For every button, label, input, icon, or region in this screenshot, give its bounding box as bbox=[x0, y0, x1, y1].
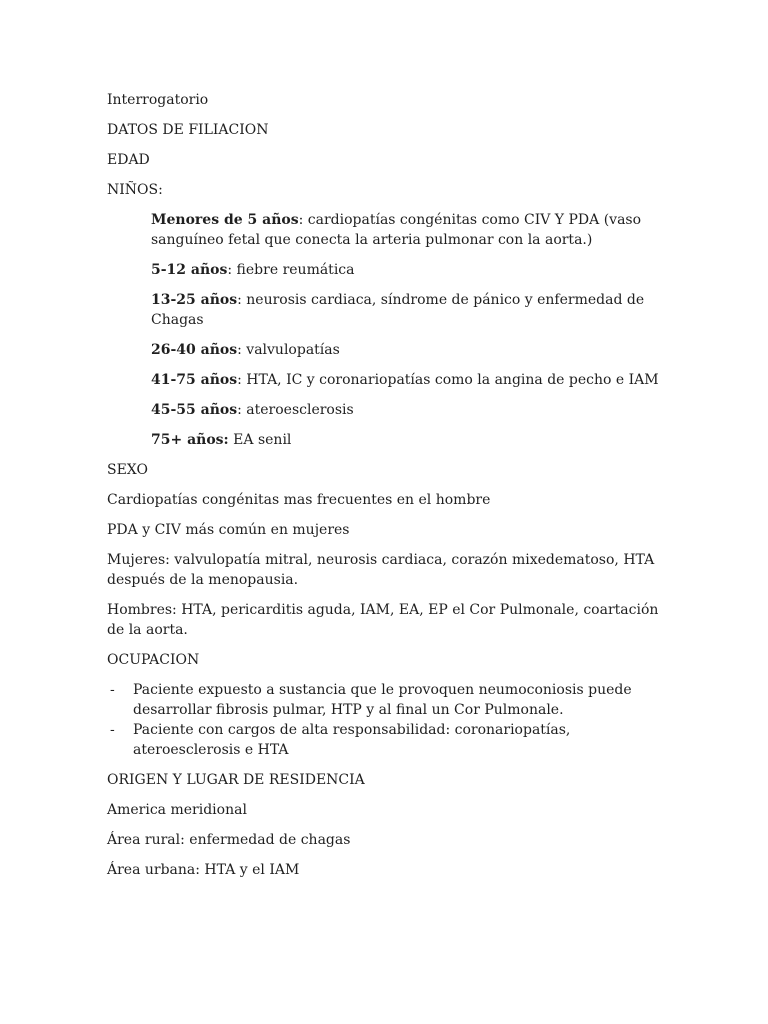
heading-interrogatorio: Interrogatorio bbox=[107, 92, 209, 108]
dash-bullet: - bbox=[110, 682, 115, 698]
age-group-label: 13-25 años bbox=[151, 292, 238, 308]
list-item bbox=[107, 720, 667, 760]
age-group-item bbox=[151, 370, 667, 390]
age-group-label: 41-75 años bbox=[151, 372, 238, 388]
age-group-item bbox=[151, 400, 667, 420]
age-group-text: : valvulopatías bbox=[237, 342, 340, 358]
heading-edad: EDAD bbox=[107, 152, 150, 168]
age-group-label: 26-40 años bbox=[151, 342, 238, 358]
sexo-line: Cardiopatías congénitas mas frecuentes en el hombre bbox=[107, 492, 491, 508]
list-item-text: Paciente con cargos de alta responsabilidad: coronariopatías, ateroesclerosis e HTA bbox=[133, 722, 571, 758]
list-item-text: Paciente expuesto a sustancia que le provoquen neumoconiosis puede desarrollar fibrosis pulmar, HTP y al final un Cor Pulmonale. bbox=[133, 682, 632, 718]
age-group-label: Menores de 5 años bbox=[151, 212, 299, 228]
heading-sexo: SEXO bbox=[107, 462, 149, 478]
document-page bbox=[107, 90, 667, 890]
sexo-line: Hombres: HTA, pericarditis aguda, IAM, EA, EP el Cor Pulmonale, coartación de la aorta. bbox=[107, 602, 659, 638]
age-group-text: : cardiopatías congénitas como CIV Y PDA (vaso sanguíneo fetal que conecta la arteria pulmonar con la aorta.) bbox=[151, 212, 642, 248]
age-group-label: 45-55 años bbox=[151, 402, 238, 418]
age-group-label: 75+ años: bbox=[151, 432, 229, 448]
heading-ocupacion: OCUPACION bbox=[107, 652, 200, 668]
age-group-item bbox=[151, 260, 667, 280]
ocupacion-list bbox=[107, 680, 667, 760]
list-item bbox=[107, 680, 667, 720]
dash-bullet: - bbox=[110, 722, 115, 738]
age-group-text: : ateroesclerosis bbox=[237, 402, 354, 418]
age-group-text: : fiebre reumática bbox=[227, 262, 355, 278]
heading-origen: ORIGEN Y LUGAR DE RESIDENCIA bbox=[107, 772, 365, 788]
heading-ninos: NIÑOS: bbox=[107, 182, 163, 198]
age-group-item bbox=[151, 430, 667, 450]
heading-datos-filiacion: DATOS DE FILIACION bbox=[107, 122, 269, 138]
age-group-label: 5-12 años bbox=[151, 262, 228, 278]
origen-line: Área rural: enfermedad de chagas bbox=[107, 832, 351, 848]
age-group-item bbox=[151, 210, 667, 250]
age-group-text: EA senil bbox=[228, 432, 292, 448]
sexo-line: PDA y CIV más común en mujeres bbox=[107, 522, 350, 538]
age-group-item bbox=[151, 290, 667, 330]
origen-line: America meridional bbox=[107, 802, 247, 818]
age-group-text: : neurosis cardiaca, síndrome de pánico y enfermedad de Chagas bbox=[151, 292, 645, 328]
sexo-line: Mujeres: valvulopatía mitral, neurosis cardiaca, corazón mixedematoso, HTA después de la menopausia. bbox=[107, 552, 655, 588]
age-group-item bbox=[151, 340, 667, 360]
origen-line: Área urbana: HTA y el IAM bbox=[107, 862, 300, 878]
age-group-text: : HTA, IC y coronariopatías como la angina de pecho e IAM bbox=[237, 372, 659, 388]
